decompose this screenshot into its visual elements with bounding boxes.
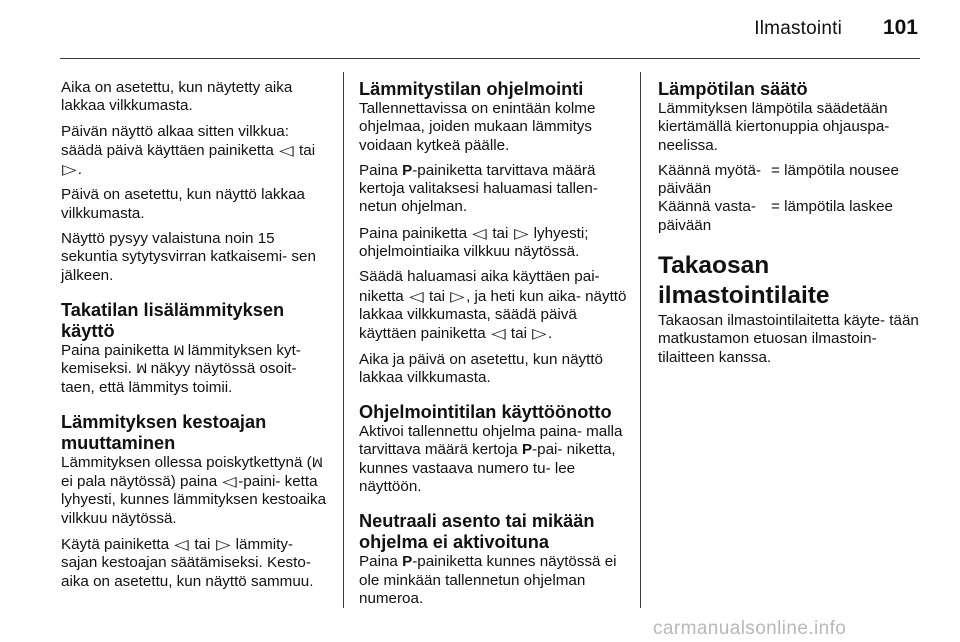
paragraph: Lämmityksen lämpötila säädetään kiertämällä kiertonuppia ohjauspa- neelissa.: [658, 100, 890, 154]
right-arrow-icon: ▷: [215, 536, 231, 553]
heading-temperature-control: Lämpötilan säätö: [658, 79, 808, 99]
paragraph: Paina painiketta ꟽ lämmityksen kyt- kemiseksi. ꟽ näkyy näytössä osoit- taen, että lämmitys toimii.: [61, 341, 301, 396]
paragraph: Lämmityksen ollessa poiskytkettynä (ꟽ ei pala näytössä) paina ◁-paini- ketta lyhyesti, kunnes lämmityksen kestoaika vilkkuu näytössä.: [61, 453, 327, 527]
heater-icon: ꟽ: [136, 361, 147, 377]
column-2: [359, 79, 629, 615]
paragraph: Takaosan ilmastointilaitetta käyte- tään matkustamon etuosan ilmastoin- tilaitteen kanssa.: [658, 312, 919, 366]
heading-program-activation: Ohjelmointitilan käyttöönotto: [359, 402, 612, 423]
paragraph: Aika on asetettu, kun näytetty aika lakkaa vilkkumasta.: [61, 79, 293, 115]
paragraph: Päivän näyttö alkaa sitten vilkkua: säädä päivä käyttäen painiketta ◁ tai ▷.: [61, 122, 316, 179]
p-button-label: P: [402, 161, 413, 179]
heading-heating-programming: Lämmitystilan ohjelmointi: [359, 79, 584, 99]
heater-icon: ꟽ: [173, 342, 184, 358]
instruction-value: = lämpötila nousee: [771, 161, 899, 179]
instruction-row: [658, 198, 924, 235]
heading-heating-duration: Lämmityksen kestoajan muuttaminen: [61, 411, 267, 453]
column-divider-2: [640, 72, 641, 608]
heading-rear-air-conditioning: Takaosan ilmastointilaite: [658, 252, 830, 310]
paragraph: Tallennettavissa on enintään kolme ohjelmaa, joiden mukaan lämmitys voidaan kytkeä päälle.: [359, 100, 596, 154]
instruction-value: = lämpötila laskee: [771, 198, 893, 216]
left-arrow-icon: ◁: [409, 287, 424, 304]
right-arrow-icon: ▷: [450, 287, 465, 304]
left-arrow-icon: ◁: [174, 536, 189, 553]
paragraph: Käytä painiketta ◁ tai ▷ lämmity- sajan kestoajan säätämiseksi. Kesto- aika on asetettu, kun näyttö sammuu.: [61, 536, 314, 590]
right-arrow-icon: ▷: [532, 325, 547, 342]
column-divider-1: [343, 72, 344, 608]
p-button-label: P: [402, 553, 413, 571]
page-title: Ilmastointi: [754, 18, 842, 39]
paragraph: Paina P-painiketta tarvittava määrä kertoja valitaksesi haluamasi tallen- netun ohjelman.: [359, 161, 598, 216]
paragraph: Säädä haluamasi aika käyttäen pai- niketta ◁ tai ▷, ja heti kun aika- näyttö lakkaa vilkkumasta, säädä päivä käyttäen painiketta ◁ tai ▷.: [359, 268, 627, 343]
page-header: [60, 0, 920, 59]
paragraph: Aika ja päivä on asetettu, kun näyttö lakkaa vilkkumasta.: [359, 350, 604, 386]
paragraph: Paina painiketta ◁ tai ▷ lyhyesti; ohjelmointiaika vilkkuu näytössä.: [359, 224, 589, 261]
left-arrow-icon: ◁: [491, 325, 506, 342]
instruction-row: [658, 162, 924, 199]
right-arrow-icon: ▷: [513, 224, 529, 241]
paragraph: Paina P-painiketta kunnes näytössä ei ole minkään tallennetun ohjelman numeroa.: [359, 553, 617, 607]
instruction-label: Käännä vasta- päivään: [658, 198, 756, 234]
page-number: 101: [882, 16, 918, 39]
left-arrow-icon: ◁: [472, 224, 487, 241]
heading-rear-heater: Takatilan lisälämmityksen käyttö: [61, 299, 285, 341]
left-arrow-icon: ◁: [279, 141, 294, 158]
paragraph: Aktivoi tallennettu ohjelma paina- malla tarvittava määrä kertoja P-pai- niketta, kunnes vastaava numero tu- lee näyttöön.: [359, 423, 623, 496]
p-button-label: P: [521, 441, 533, 459]
right-arrow-icon: ▷: [62, 161, 77, 178]
paragraph: Näyttö pysyy valaistuna noin 15 sekuntia sytytysvirran katkaisemi- sen jälkeen.: [61, 230, 316, 284]
paragraph: Päivä on asetettu, kun näyttö lakkaa vilkkumasta.: [61, 186, 306, 222]
heading-neutral-position: Neutraali asento tai mikään ohjelma ei aktivoituna: [359, 511, 595, 553]
left-arrow-icon: ◁: [222, 473, 238, 490]
watermark: carmanualsonline.info: [653, 618, 847, 639]
heater-icon: ꟽ: [311, 454, 322, 470]
column-3: [658, 79, 924, 374]
column-1: [61, 79, 333, 598]
instruction-label: Käännä myötä- päivään: [658, 161, 761, 198]
